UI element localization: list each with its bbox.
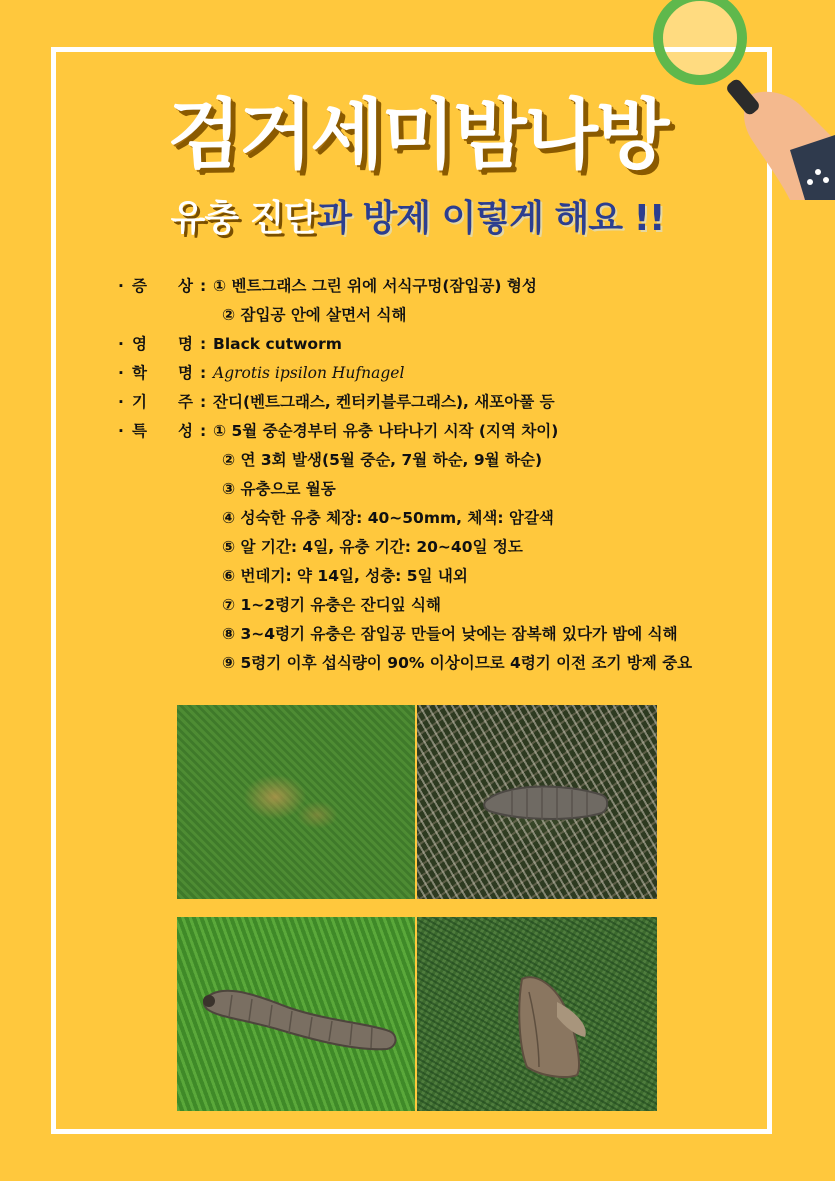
info-key: 증 상: [132, 277, 193, 295]
subtitle-part-3: 이렇게 해요 !!: [430, 198, 665, 239]
bullet-icon: ·: [118, 364, 124, 382]
photo-larva-in-burrow: [417, 705, 657, 899]
page-title: 검거세미밤나방: [167, 90, 668, 179]
info-row: [118, 533, 768, 562]
info-list: [118, 272, 768, 678]
info-value: ② 연 3회 발생(5월 중순, 7월 하순, 9월 하순): [222, 451, 543, 469]
info-row: [118, 417, 768, 446]
photo-larva-on-grass: [177, 917, 415, 1111]
info-row: [118, 446, 768, 475]
photo-turf-damage: [177, 705, 415, 899]
info-value: ⑨ 5령기 이후 섭식량이 90% 이상이므로 4령기 이전 조기 방제 중요: [222, 654, 693, 672]
info-value: ① 5월 중순경부터 유충 나타나기 시작 (지역 차이): [213, 422, 559, 440]
info-value: ⑦ 1~2령기 유충은 잔디잎 식해: [222, 596, 441, 614]
info-value: ⑤ 알 기간: 4일, 유충 기간: 20~40일 정도: [222, 538, 523, 556]
info-value: ⑧ 3~4령기 유충은 잠입공 만들어 낮에는 잠복해 있다가 밤에 식해: [222, 625, 678, 643]
photo-adult-moth: [417, 917, 657, 1111]
info-key: 기 주: [132, 393, 193, 411]
subtitle-part-1: 유충 진단: [170, 198, 318, 239]
larva-shape: [417, 705, 657, 899]
bullet-icon: ·: [118, 335, 124, 353]
info-colon: :: [200, 422, 207, 440]
info-row: [118, 388, 768, 417]
bullet-icon: ·: [118, 393, 124, 411]
info-row: [118, 272, 768, 301]
bullet-icon: ·: [118, 277, 124, 295]
info-row: [118, 330, 768, 359]
info-row: [118, 359, 768, 388]
subtitle-part-2: 과 방제: [317, 198, 431, 239]
bullet-icon: ·: [118, 422, 124, 440]
info-value: ③ 유충으로 월동: [222, 480, 336, 498]
info-colon: :: [200, 277, 207, 295]
info-row: [118, 649, 768, 678]
info-row: [118, 301, 768, 330]
info-colon: :: [200, 393, 207, 411]
info-row: [118, 504, 768, 533]
info-value: Black cutworm: [213, 335, 342, 353]
info-value: 잔디(벤트그래스, 켄터키블루그래스), 새포아풀 등: [213, 393, 555, 411]
info-value: Agrotis ipsilon Hufnagel: [213, 364, 405, 382]
info-row: [118, 475, 768, 504]
page-subtitle: [0, 190, 835, 241]
info-key: 특 성: [132, 422, 193, 440]
info-value: ④ 성숙한 유충 체장: 40~50mm, 체색: 암갈색: [222, 509, 554, 527]
info-row: [118, 620, 768, 649]
larva-shape-2: [177, 917, 415, 1111]
info-value: ① 벤트그래스 그린 위에 서식구멍(잠입공) 형성: [213, 277, 537, 295]
info-key: 영 명: [132, 335, 193, 353]
info-value: ⑥ 번데기: 약 14일, 성충: 5일 내외: [222, 567, 468, 585]
info-row: [118, 562, 768, 591]
info-row: [118, 591, 768, 620]
info-colon: :: [200, 364, 207, 382]
moth-shape: [417, 917, 657, 1111]
info-colon: :: [200, 335, 207, 353]
info-key: 학 명: [132, 364, 193, 382]
info-value: ② 잠입공 안에 살면서 식해: [222, 306, 407, 324]
